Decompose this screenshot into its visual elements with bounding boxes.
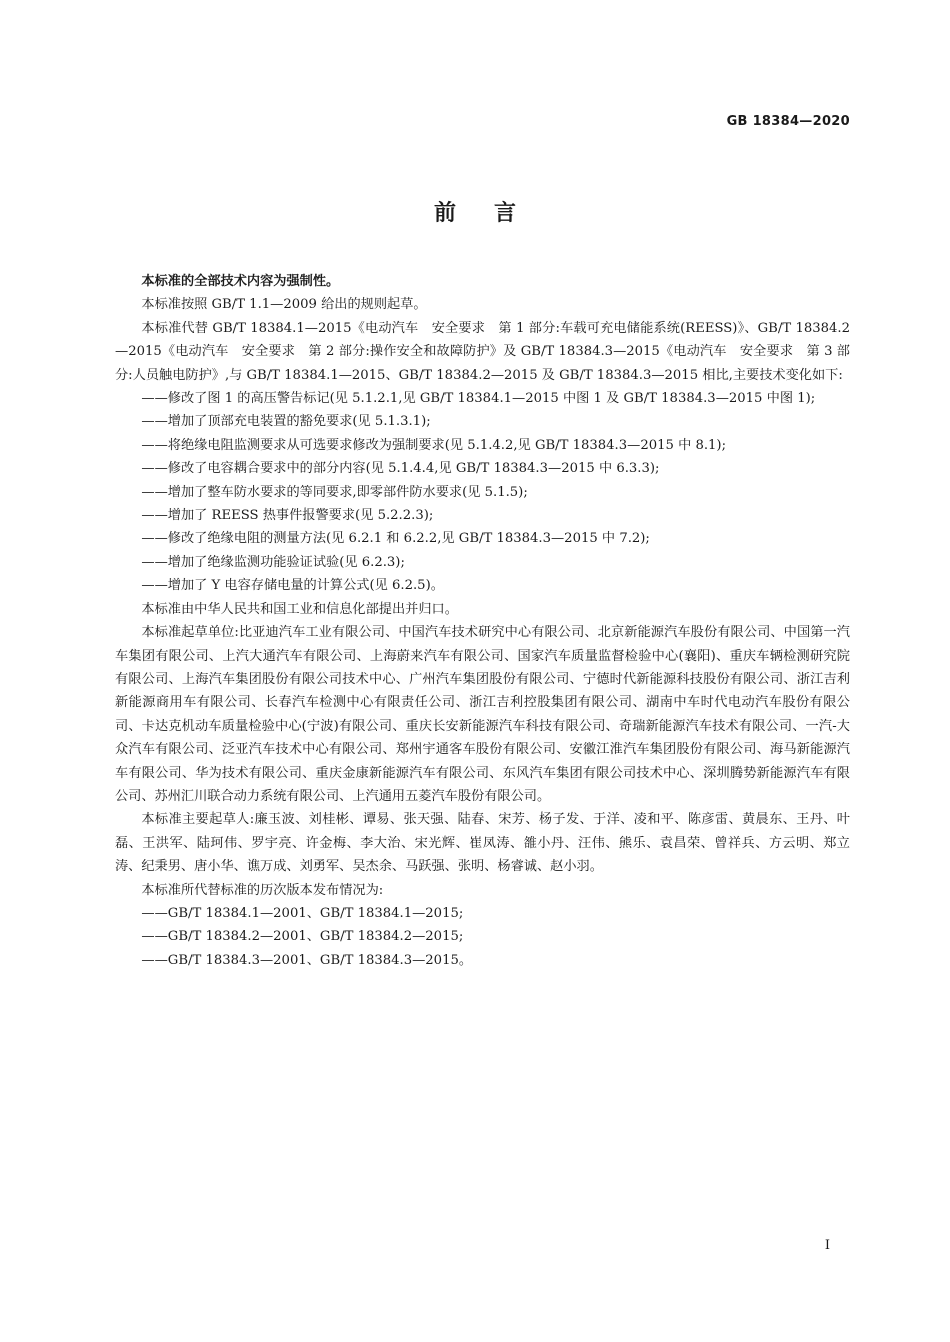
list-item: ——增加了整车防水要求的等同要求,即零部件防水要求(见 5.1.5); [141, 484, 528, 500]
list-item: ——GB/T 18384.3—2001、GB/T 18384.3—2015。 [141, 952, 473, 968]
list-item: ——将绝缘电阻监测要求从可选要求修改为强制要求(见 5.1.4.2,见 GB/T 18384.3—2015 中 8.1); [141, 437, 727, 453]
mandatory-statement: 本标准的全部技术内容为强制性。 [141, 274, 340, 289]
history-intro-paragraph: 本标准所代替标准的历次版本发布情况为: [141, 882, 384, 898]
list-item: ——增加了绝缘监测功能验证试验(见 6.2.3); [141, 554, 405, 570]
page-title: 前言 [433, 201, 554, 226]
proposed-by-paragraph: 本标准由中华人民共和国工业和信息化部提出并归口。 [141, 601, 458, 617]
foreword-body [115, 270, 850, 972]
replaces-paragraph: 本标准代替 GB/T 18384.1—2015《电动汽车 安全要求 第 1 部分:车载可充电储能系统(REESS)》、GB/T 18384.2—2015《电动汽车 安全要求 第 2 部分:操作安全和故障防护》及 GB/T 18384.3—2015《电动汽车 安全要求 第 3 部分:人员触电防护》,与 GB/T 18384.1—2015、GB/T 18384.2—2015 及 GB/T 18384.3—2015 相比,主要技术变化如下: [115, 320, 850, 383]
list-item: ——增加了 REESS 热事件报警要求(见 5.2.2.3); [141, 508, 434, 524]
list-item: ——增加了 Y 电容存储电量的计算公式(见 6.2.5)。 [141, 578, 444, 594]
list-item: ——GB/T 18384.1—2001、GB/T 18384.1—2015; [141, 905, 464, 921]
list-item: ——修改了电容耦合要求中的部分内容(见 5.1.4.4,见 GB/T 18384.3—2015 中 6.3.3); [141, 461, 660, 477]
standard-number: GB 18384—2020 [726, 114, 850, 129]
list-item: ——修改了绝缘电阻的测量方法(见 6.2.1 和 6.2.2,见 GB/T 18384.3—2015 中 7.2); [141, 531, 650, 547]
technical-changes-list [115, 387, 850, 598]
page-number: I [824, 1238, 830, 1253]
drafting-rules-paragraph: 本标准按照 GB/T 1.1—2009 给出的规则起草。 [141, 297, 427, 313]
list-item: ——修改了图 1 的高压警告标记(见 5.1.2.1,见 GB/T 18384.1—2015 中图 1 及 GB/T 18384.3—2015 中图 1); [141, 391, 816, 407]
drafters-paragraph: 本标准主要起草人:廉玉波、刘桂彬、谭易、张天强、陆春、宋芳、杨子发、于洋、凌和平、陈彦雷、黄晨东、王丹、叶磊、王洪军、陆珂伟、罗宇亮、许金梅、李大治、宋光辉、崔凤涛、雒小丹、汪伟、熊乐、袁昌荣、曾祥兵、方云明、郑立涛、纪秉男、唐小华、谯万成、刘勇军、吴杰余、马跃强、张明、杨睿诚、赵小羽。 [115, 812, 850, 875]
version-history-list [115, 902, 850, 972]
list-item: ——增加了顶部充电装置的豁免要求(见 5.1.3.1); [141, 414, 431, 430]
drafting-units-paragraph: 本标准起草单位:比亚迪汽车工业有限公司、中国汽车技术研究中心有限公司、北京新能源汽车股份有限公司、中国第一汽车集团有限公司、上汽大通汽车有限公司、上海蔚来汽车有限公司、国家汽车质量监督检验中心(襄阳)、重庆车辆检测研究院有限公司、上海汽车集团股份有限公司技术中心、广州汽车集团股份有限公司、宁德时代新能源科技股份有限公司、浙江吉利新能源商用车有限公司、长春汽车检测中心有限责任公司、浙江吉利控股集团有限公司、湖南中车时代电动汽车股份有限公司、卡达克机动车质量检验中心(宁波)有限公司、重庆长安新能源汽车科技有限公司、奇瑞新能源汽车技术有限公司、一汽-大众汽车有限公司、泛亚汽车技术中心有限公司、郑州宇通客车股份有限公司、安徽江淮汽车集团股份有限公司、海马新能源汽车有限公司、华为技术有限公司、重庆金康新能源汽车有限公司、东风汽车集团有限公司技术中心、深圳腾势新能源汽车有限公司、苏州汇川联合动力系统有限公司、上汽通用五菱汽车股份有限公司。 [115, 625, 850, 804]
list-item: ——GB/T 18384.2—2001、GB/T 18384.2—2015; [141, 929, 464, 945]
